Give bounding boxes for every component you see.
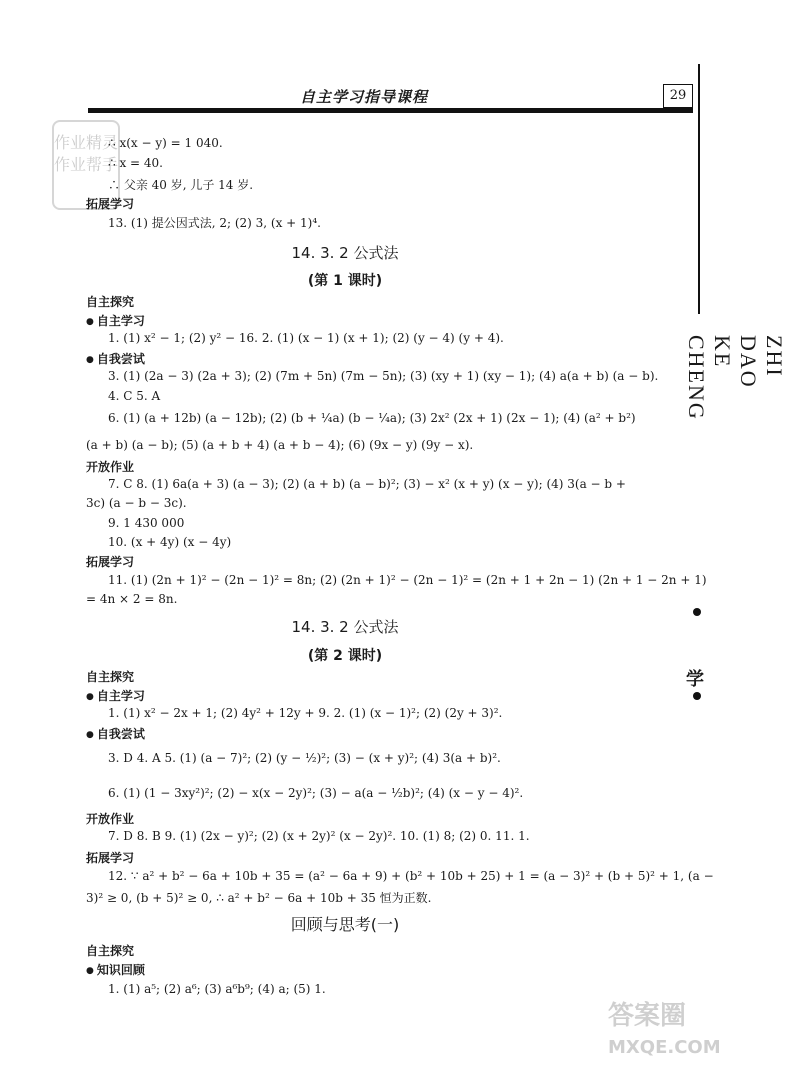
heading-self-learn: ● 自主学习 bbox=[86, 687, 145, 704]
text-line: 6. (1) (a + 12b) (a − 12b); (2) (b + ¼a) (b − ¼a); (3) 2x² (2x + 1) (2x − 1); (4) (a² + b²) bbox=[108, 411, 636, 425]
text-line: 7. D 8. B 9. (1) (2x − y)²; (2) (x + 2y)² (x − 2y)². 10. (1) 8; (2) 0. 11. 1. bbox=[108, 829, 530, 843]
text-line: 9. 1 430 000 bbox=[108, 516, 185, 530]
side-mark: 学 bbox=[686, 669, 704, 690]
text-line: ∴ x = 40. bbox=[108, 156, 163, 170]
text-line: 10. (x + 4y) (x − 4y) bbox=[108, 535, 232, 549]
section-title: 回顾与思考(一) bbox=[290, 915, 400, 934]
text-line: (a + b) (a − b); (5) (a + b + 4) (a + b − 4); (6) (9x − y) (9y − x). bbox=[86, 438, 474, 452]
side-vertical-text bbox=[683, 335, 787, 435]
watermark-logo bbox=[608, 1000, 721, 1064]
side-dot bbox=[693, 692, 701, 700]
text-line: 4. C 5. A bbox=[108, 389, 161, 403]
page-number: 29 bbox=[663, 84, 693, 108]
heading-explore: 自主探究 bbox=[86, 944, 135, 958]
watermark-line: MXQE.COM bbox=[608, 1037, 721, 1058]
side-word: DAO bbox=[736, 335, 761, 389]
text-line: 3c) (a − b − 3c). bbox=[86, 496, 187, 510]
side-word: CHENG bbox=[684, 335, 709, 421]
heading-explore: 自主探究 bbox=[86, 670, 135, 684]
side-dot bbox=[693, 608, 701, 616]
stamp-logo: 作业精灵 作业帮手 bbox=[52, 120, 120, 210]
text-line: 1. (1) x² − 2x + 1; (2) 4y² + 12y + 9. 2. (1) (x − 1)²; (2) (2y + 3)². bbox=[108, 706, 503, 720]
text-line: ∴ x(x − y) = 1 040. bbox=[108, 136, 223, 150]
text-line: 3)² ≥ 0, (b + 5)² ≥ 0, ∴ a² + b² − 6a + 10b + 35 恒为正数. bbox=[86, 891, 432, 905]
text-line: 13. (1) 提公因式法, 2; (2) 3, (x + 1)⁴. bbox=[108, 216, 321, 230]
text-line: 3. D 4. A 5. (1) (a − 7)²; (2) (y − ½)²; (3) − (x + y)²; (4) 3(a + b)². bbox=[108, 751, 501, 765]
text-line: 12. ∵ a² + b² − 6a + 10b + 35 = (a² − 6a + 9) + (b² + 10b + 25) + 1 = (a − 3)² + (b + 5)² + 1, (a − bbox=[108, 869, 714, 883]
text-line: 3. (1) (2a − 3) (2a + 3); (2) (7m + 5n) (7m − 5n); (3) (xy + 1) (xy − 1); (4) a(a + b) (a − b). bbox=[108, 369, 659, 383]
side-rule bbox=[698, 64, 700, 314]
text-line: 11. (1) (2n + 1)² − (2n − 1)² = 8n; (2) (2n + 1)² − (2n − 1)² = (2n + 1 + 2n − 1) (2n + 1 − 2n + 1) bbox=[108, 573, 707, 587]
section-subtitle: (第 2 课时) bbox=[307, 648, 383, 664]
header-title: 自主学习指导课程 bbox=[300, 88, 429, 106]
heading-expand: 拓展学习 bbox=[86, 197, 135, 211]
text-line: 1. (1) a⁵; (2) a⁶; (3) a⁶b⁹; (4) a; (5) 1. bbox=[108, 982, 326, 996]
section-title: 14. 3. 2 公式法 bbox=[291, 618, 399, 636]
header-rule bbox=[88, 108, 693, 113]
text-line: ∴ 父亲 40 岁, 儿子 14 岁. bbox=[108, 178, 254, 192]
heading-open: 开放作业 bbox=[86, 812, 135, 826]
section-subtitle: (第 1 课时) bbox=[307, 273, 383, 289]
heading-expand: 拓展学习 bbox=[86, 555, 135, 569]
text-line: 7. C 8. (1) 6a(a + 3) (a − 3); (2) (a + b) (a − b)²; (3) − x² (x + y) (x − y); (4) 3(a − b + bbox=[108, 477, 626, 491]
text-line: 6. (1) (1 − 3xy²)²; (2) − x(x − 2y)²; (3) − a(a − ½b)²; (4) (x − y − 4)². bbox=[108, 786, 524, 800]
text-line: = 4n × 2 = 8n. bbox=[86, 592, 178, 606]
text-line: 1. (1) x² − 1; (2) y² − 16. 2. (1) (x − 1) (x + 1); (2) (y − 4) (y + 4). bbox=[108, 331, 504, 345]
heading-self-try: ● 自我尝试 bbox=[86, 350, 145, 367]
section-title: 14. 3. 2 公式法 bbox=[291, 244, 399, 262]
heading-self-try: ● 自我尝试 bbox=[86, 725, 145, 742]
watermark-line: 答案圈 bbox=[608, 1001, 687, 1031]
heading-self-learn: ● 自主学习 bbox=[86, 312, 145, 329]
heading-expand: 拓展学习 bbox=[86, 851, 135, 865]
heading-review: ● 知识回顾 bbox=[86, 961, 145, 978]
side-word: ZHI bbox=[762, 335, 787, 378]
heading-open: 开放作业 bbox=[86, 460, 135, 474]
heading-explore: 自主探究 bbox=[86, 295, 135, 309]
side-word: KE bbox=[710, 335, 735, 369]
